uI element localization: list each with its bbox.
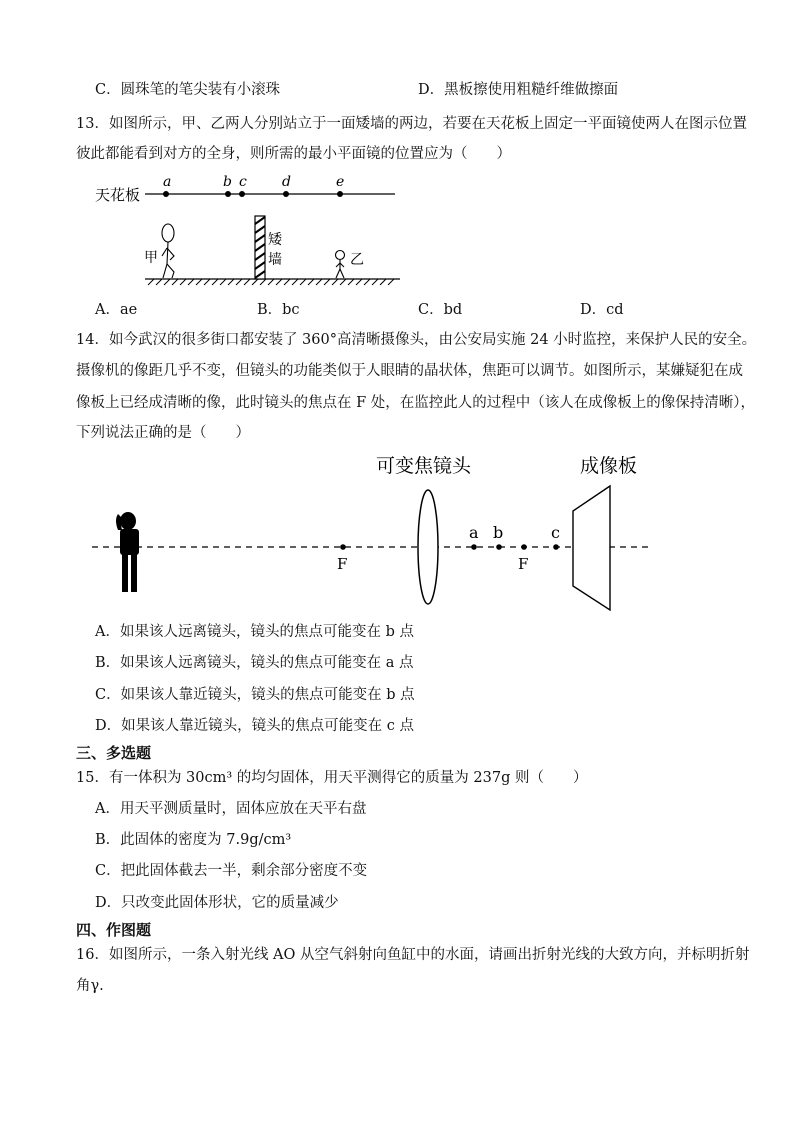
person-silhouette [116, 512, 139, 592]
q14-option-c: C．如果该人靠近镜头，镜头的焦点可能变在 b 点 [95, 687, 415, 703]
q15-option-b: B．此固体的密度为 7.9g/cm³ [95, 832, 292, 848]
point-b [225, 191, 231, 197]
q13-stem-line2: 彼此都能看到对方的全身，则所需的最小平面镜的位置应为（ ） [76, 146, 511, 162]
label-b: b [223, 174, 232, 190]
q16-stem-line1: 16．如图所示，一条入射光线 AO 从空气斜射向鱼缸中的水面，请画出折射光线的大致方向，并标明折射 [76, 947, 750, 963]
q13-option-d: D．cd [580, 302, 624, 318]
label-d: d [282, 174, 291, 190]
wall-label-2: 墙 [268, 252, 282, 268]
q14-option-b: B．如果该人远离镜头，镜头的焦点可能变在 a 点 [95, 655, 414, 671]
point-c [239, 191, 245, 197]
section-3-heading: 三、多选题 [76, 744, 152, 762]
point-a-dot [471, 544, 477, 550]
q13-figure [90, 168, 410, 288]
point-a-label: a [469, 523, 479, 542]
q13-option-b: B．bc [257, 302, 300, 318]
q12-option-c: C．圆珠笔的笔尖装有小滚珠 [95, 82, 281, 98]
focus-right-label: F [518, 555, 529, 573]
section-4-heading: 四、作图题 [76, 921, 152, 939]
label-c: c [239, 174, 247, 190]
person-jia-label: 甲 [144, 250, 158, 266]
person-yi-label: 乙 [350, 252, 364, 268]
q15-option-c: C．把此固体截去一半，剩余部分密度不变 [95, 863, 368, 879]
ceiling-label: 天花板 [95, 186, 141, 204]
point-b-dot [496, 544, 502, 550]
person-yi [336, 251, 345, 279]
q14-stem-line1: 14．如今武汉的很多街口都安装了 360°高清晰摄像头，由公安局实施 24 小时监控，来保护人民的安全。 [76, 332, 757, 348]
q13-option-a: A．ae [95, 302, 138, 318]
label-e: e [336, 174, 345, 190]
point-c-label: c [551, 523, 560, 542]
imaging-screen [573, 486, 610, 610]
q13-stem-line1: 13．如图所示，甲、乙两人分别站立于一面矮墙的两边，若要在天花板上固定一平面镜使两人在图示位置 [76, 116, 747, 132]
q12-option-d: D．黑板擦使用粗糙纤维做擦面 [418, 82, 619, 98]
lens-title: 可变焦镜头 [376, 455, 472, 477]
point-c-dot [553, 544, 559, 550]
q15-option-a: A．用天平测质量时，固体应放在天平右盘 [95, 801, 367, 817]
point-a [163, 191, 169, 197]
point-e [337, 191, 343, 197]
q14-figure [80, 448, 660, 618]
q16-stem-line2: 角γ. [76, 978, 104, 994]
wall-label-1: 矮 [268, 232, 282, 248]
q15-option-d: D．只改变此固体形状，它的质量减少 [95, 895, 339, 911]
q13-option-c: C．bd [418, 302, 463, 318]
focus-right-dot [521, 544, 527, 550]
point-b-label: b [493, 523, 504, 542]
variable-focus-lens [418, 490, 438, 604]
q14-option-a: A．如果该人远离镜头，镜头的焦点可能变在 b 点 [95, 624, 414, 640]
q14-stem-line3: 像板上已经成清晰的像，此时镜头的焦点在 F 处，在监控此人的过程中（该人在成像板上的像保持清晰）， [76, 395, 756, 411]
focus-left-dot [340, 544, 346, 550]
focus-left-label: F [337, 555, 348, 573]
q14-stem-line4: 下列说法正确的是（ ） [76, 425, 250, 441]
q14-stem-line2: 摄像机的像距几乎不变，但镜头的功能类似于人眼睛的晶状体，焦距可以调节。如图所示，某嫌疑犯在成 [76, 363, 743, 379]
ground-hatch [148, 279, 394, 285]
label-a: a [163, 174, 172, 190]
point-d [283, 191, 289, 197]
q15-stem: 15．有一体积为 30cm³ 的均匀固体，用天平测得它的质量为 237g 则（ ） [76, 770, 588, 786]
screen-title: 成像板 [580, 455, 638, 477]
q14-option-d: D．如果该人靠近镜头，镜头的焦点可能变在 c 点 [95, 718, 414, 734]
person-jia [162, 224, 174, 278]
